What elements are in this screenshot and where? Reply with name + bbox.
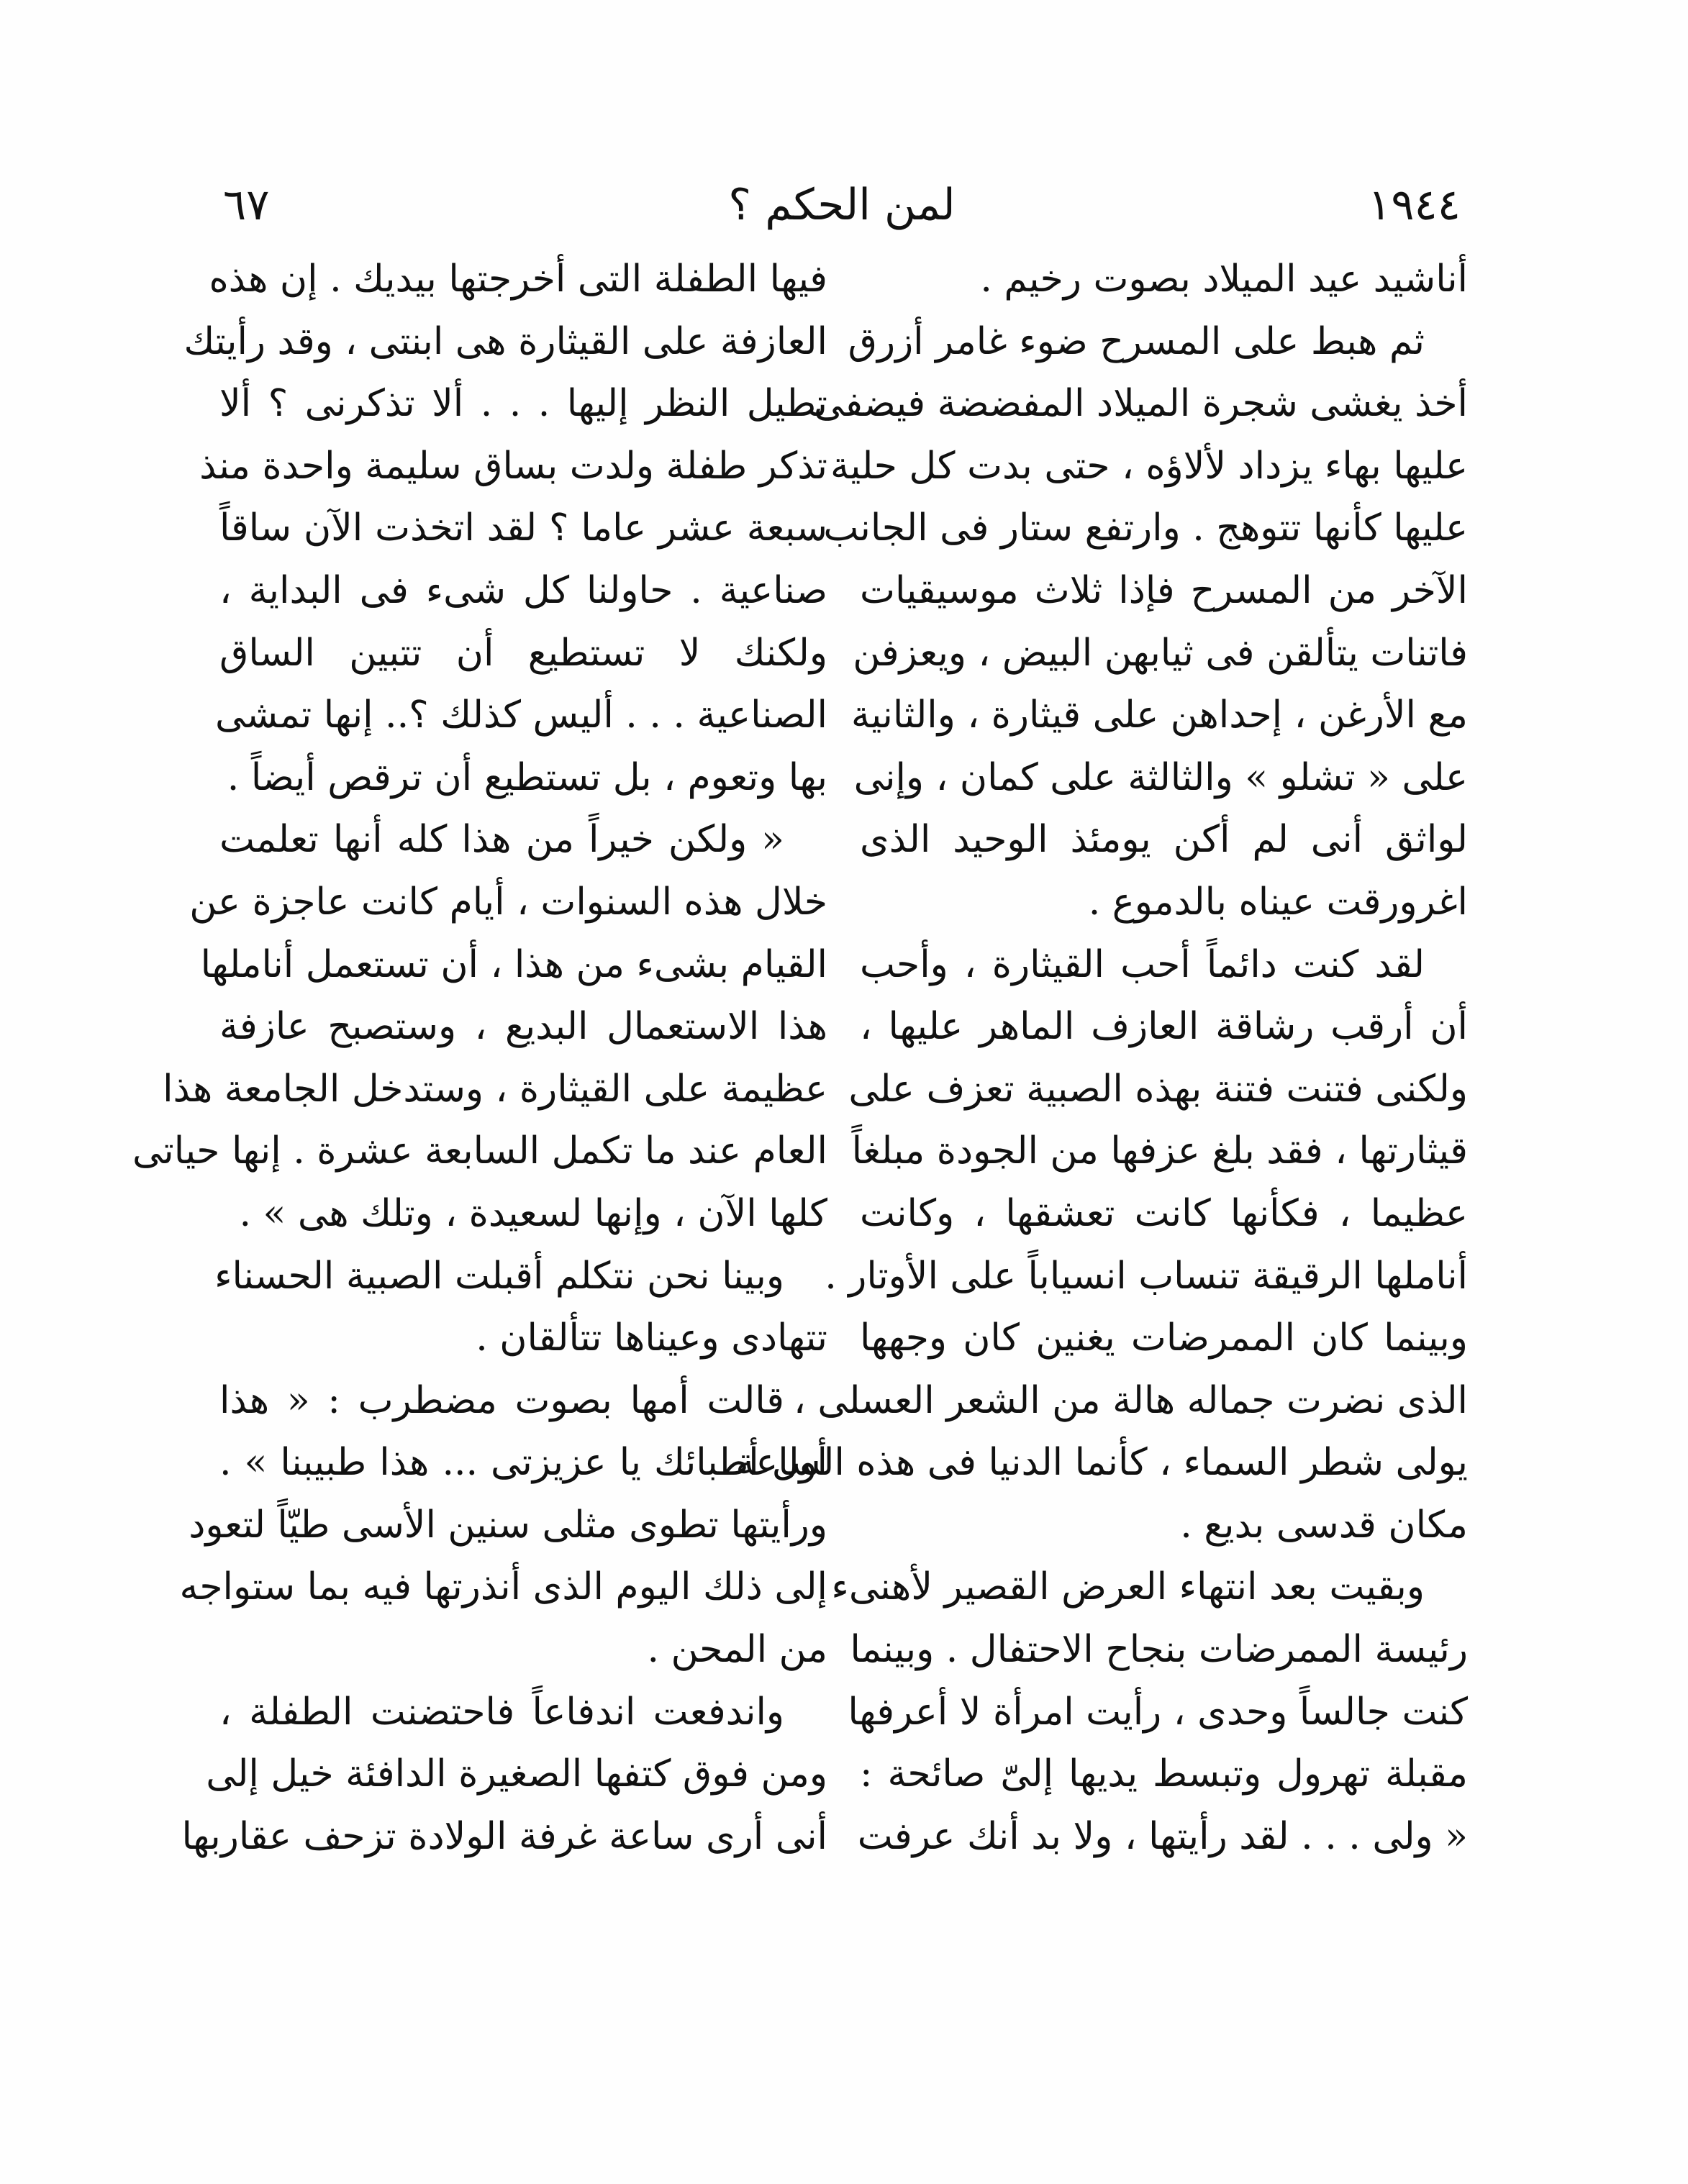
- text-line: عليها بهاء يزداد لألاؤه ، حتى بدت كل حلية: [830, 444, 1468, 488]
- text-line: « ولكن خيراً من هذا كله أنها تعلمت: [219, 818, 784, 862]
- running-header: [223, 173, 1461, 237]
- text-line: أناملها الرقيقة تنساب انسياباً على الأوتار .: [825, 1254, 1468, 1298]
- text-line: لقد كنت دائماً أحب القيثارة ، وأحب: [860, 942, 1425, 986]
- text-line: أناشيد عيد الميلاد بصوت رخيم .: [980, 258, 1468, 301]
- text-line: أول أطبائك يا عزيزتى ... هذا طبيبنا » .: [219, 1441, 827, 1485]
- text-line: أن أرقب رشاقة العازف الماهر عليها ،: [860, 1005, 1468, 1049]
- text-line: سبعة عشر عاما ؟ لقد اتخذت الآن ساقاً: [219, 506, 827, 550]
- text-line: ولكنى فتنت فتنة بهذه الصبية تعزف على: [848, 1067, 1468, 1111]
- text-line: على « تشلو » والثالثة على كمان ، وإنى: [853, 755, 1468, 799]
- text-line: بها وتعوم ، بل تستطيع أن ترقص أيضاً .: [227, 755, 827, 799]
- text-line: هذا الاستعمال البديع ، وستصبح عازفة: [219, 1005, 827, 1049]
- text-line: كلها الآن ، وإنها لسعيدة ، وتلك هى » .: [239, 1191, 827, 1235]
- text-line: مكان قدسى بديع .: [1180, 1503, 1468, 1547]
- text-line: خلال هذه السنوات ، أيام كانت عاجزة عن: [189, 880, 827, 924]
- text-line: لواثق أنى لم أكن يومئذ الوحيد الذى: [860, 818, 1468, 862]
- text-line: عظيمة على القيثارة ، وستدخل الجامعة هذا: [163, 1067, 827, 1111]
- text-line: إلى ذلك اليوم الذى أنذرتها فيه بما ستواجه: [179, 1565, 827, 1609]
- text-line: عظيما ، فكأنها كانت تعشقها ، وكانت: [860, 1191, 1468, 1235]
- text-line: « ولى . . . لقد رأيتها ، ولا بد أنك عرفت: [857, 1814, 1468, 1858]
- text-line: تطيل النظر إليها . . . ألا تذكرنى ؟ ألا: [219, 382, 827, 426]
- text-line: عليها كأنها تتوهج . وارتفع ستار فى الجانب: [823, 506, 1468, 550]
- text-line: رئيسة الممرضات بنجاح الاحتفال . وبينما: [850, 1628, 1468, 1672]
- text-line: اغرورقت عيناه بالدموع .: [1088, 880, 1468, 924]
- left-text-column: [132, 248, 827, 1867]
- text-line: أنى أرى ساعة غرفة الولادة تزحف عقاربها: [181, 1814, 827, 1858]
- text-line: القيام بشىء من هذا ، أن تستعمل أناملها: [200, 942, 827, 986]
- text-line: ورأيتها تطوى مثلى سنين الأسى طيّاً لتعود: [189, 1503, 827, 1547]
- text-line: قالت أمها بصوت مضطرب : « هذا: [219, 1378, 784, 1422]
- text-line: الآخر من المسرح فإذا ثلاث موسيقيات: [860, 568, 1468, 612]
- header-year: ١٩٤٤: [1368, 180, 1461, 230]
- text-line: الذى نضرت جماله هالة من الشعر العسلى ،: [794, 1378, 1468, 1422]
- text-line: العازفة على القيثارة هى ابنتى ، وقد رأيتك: [183, 319, 827, 363]
- text-line: تذكر طفلة ولدت بساق سليمة واحدة منذ: [199, 444, 827, 488]
- text-line: ثم هبط على المسرح ضوء غامر أزرق: [848, 319, 1425, 363]
- text-line: من المحن .: [647, 1628, 827, 1672]
- text-line: قيثارتها ، فقد بلغ عزفها من الجودة مبلغاً: [851, 1129, 1468, 1173]
- text-line: واندفعت اندفاعاً فاحتضنت الطفلة ،: [219, 1690, 784, 1734]
- text-line: تتهادى وعيناها تتألقان .: [476, 1316, 827, 1360]
- text-line: مع الأرغن ، إحداهن على قيثارة ، والثانية: [850, 693, 1468, 737]
- text-line: فاتنات يتألقن فى ثيابهن البيض ، ويعزفن: [853, 631, 1468, 675]
- text-line: يولى شطر السماء ، كأنما الدنيا فى هذه الساعة: [735, 1441, 1468, 1485]
- page-number: ٦٧: [223, 180, 270, 230]
- header-title: لمن الحكم ؟: [728, 180, 956, 230]
- text-line: صناعية . حاولنا كل شىء فى البداية ،: [219, 568, 827, 612]
- text-line: كنت جالساً وحدى ، رأيت امرأة لا أعرفها: [848, 1690, 1468, 1734]
- text-line: فيها الطفلة التى أخرجتها بيديك . إن هذه: [209, 258, 827, 301]
- text-line: ولكنك لا تستطيع أن تتبين الساق: [219, 631, 827, 675]
- text-line: وبينا نحن نتكلم أقبلت الصبية الحسناء: [214, 1254, 784, 1298]
- text-line: وبقيت بعد انتهاء العرض القصير لأهنىء: [831, 1565, 1425, 1609]
- text-line: وبينما كان الممرضات يغنين كان وجهها: [860, 1316, 1468, 1360]
- text-line: أخذ يغشى شجرة الميلاد المفضضة فيضفى: [813, 382, 1468, 426]
- text-line: ومن فوق كتفها الصغيرة الدافئة خيل إلى: [206, 1752, 827, 1796]
- text-line: الصناعية . . . أليس كذلك ؟.. إنها تمشى: [215, 693, 827, 737]
- text-line: العام عند ما تكمل السابعة عشرة . إنها حياتى: [132, 1129, 827, 1173]
- text-line: مقبلة تهرول وتبسط يديها إلىّ صائحة :: [860, 1752, 1468, 1796]
